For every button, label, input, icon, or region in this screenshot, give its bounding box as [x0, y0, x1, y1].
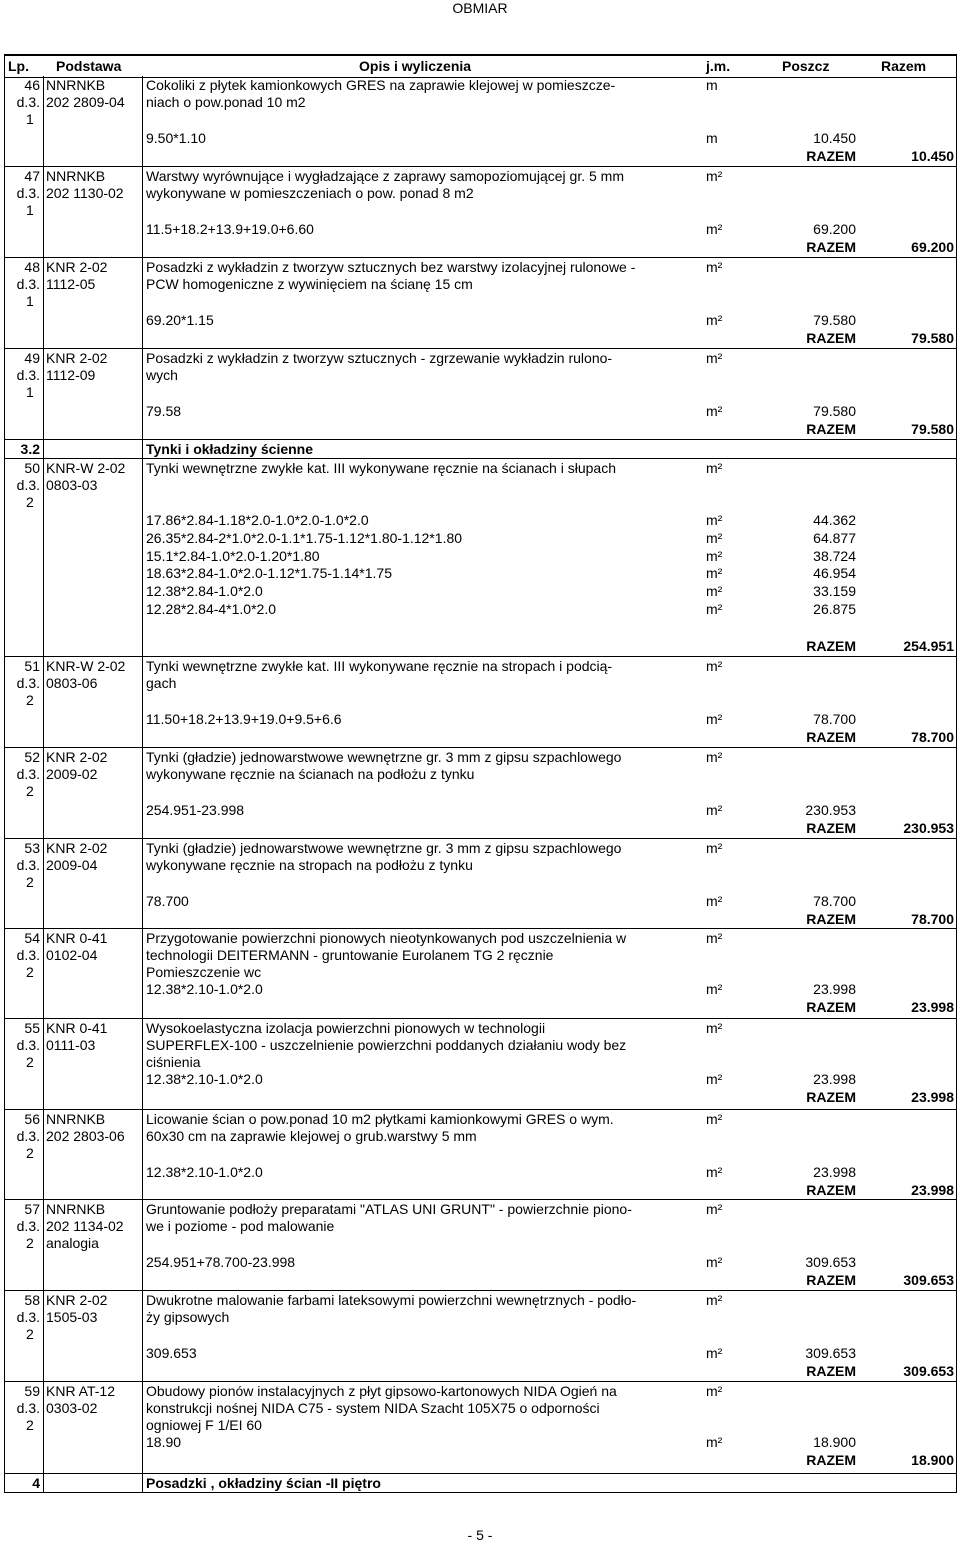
col-partial: Poszcz	[782, 58, 830, 74]
col-basis: Podstawa	[56, 58, 122, 74]
page-number: - 5 -	[467, 1527, 493, 1543]
col-total: Razem	[881, 58, 927, 74]
document-title: OBMIAR	[452, 0, 508, 16]
col-lp: Lp.	[8, 58, 29, 74]
col-desc: Opis i wyliczenia	[359, 58, 472, 74]
column-header	[4, 54, 956, 78]
col-unit: j.m.	[706, 58, 731, 74]
